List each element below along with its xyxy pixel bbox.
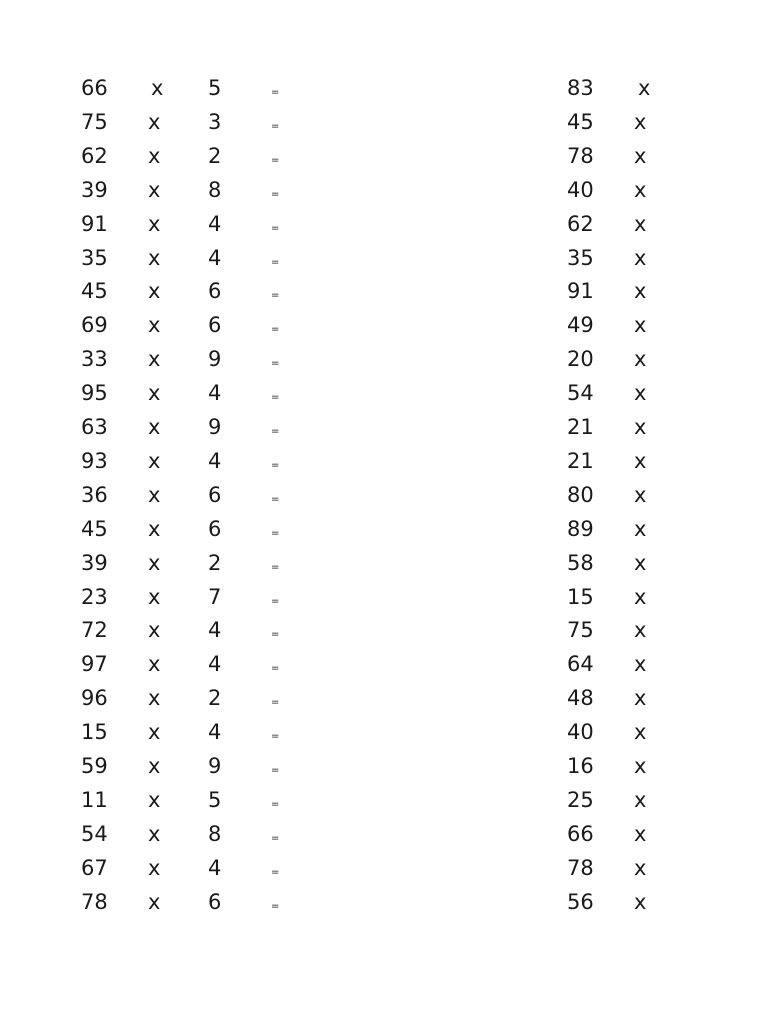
problem-row [0,613,768,647]
left-times-sign: x [148,889,161,914]
problem-row [0,851,768,885]
left-multiplier: 4 [208,720,222,745]
left-multiplier: 5 [208,787,222,812]
left-equals-sign: = [271,527,280,539]
right-multiplicand: 15 [567,584,594,609]
left-equals-sign: = [271,459,280,471]
left-multiplicand: 72 [81,618,108,643]
left-multiplier: 2 [208,143,222,168]
left-equals-sign: = [271,120,280,132]
left-equals-sign: = [271,832,280,844]
left-multiplicand: 36 [81,482,108,507]
right-multiplicand: 80 [567,482,594,507]
right-times-sign: x [634,211,647,236]
right-multiplicand: 91 [567,279,594,304]
left-multiplier: 4 [208,381,222,406]
left-times-sign: x [148,550,161,575]
left-times-sign: x [148,313,161,338]
left-multiplicand: 91 [81,211,108,236]
right-multiplicand: 75 [567,618,594,643]
left-multiplicand: 63 [81,415,108,439]
left-multiplier: 8 [208,177,222,202]
problem-row [0,71,768,105]
left-multiplicand: 15 [81,720,108,745]
right-times-sign: x [634,313,647,338]
right-multiplicand: 25 [567,787,594,812]
right-times-sign: x [634,855,647,880]
right-times-sign: x [634,109,647,134]
right-times-sign: x [634,143,647,168]
left-multiplier: 2 [208,550,222,575]
problem-row [0,173,768,207]
right-multiplicand: 89 [567,516,594,541]
left-multiplier: 6 [208,889,222,914]
left-multiplicand: 11 [81,787,108,812]
left-times-sign: x [148,143,161,168]
left-equals-sign: = [271,188,280,200]
left-equals-sign: = [271,595,280,607]
problem-row [0,274,768,308]
left-multiplier: 4 [208,652,222,677]
left-multiplicand: 96 [81,686,108,711]
problem-row [0,241,768,275]
left-times-sign: x [148,787,161,812]
left-equals-sign: = [271,900,280,912]
left-times-sign: x [148,686,161,711]
left-equals-sign: = [271,697,280,709]
left-multiplier: 6 [208,482,222,507]
left-times-sign: x [148,347,161,372]
left-times-sign: x [148,381,161,406]
left-multiplier: 9 [208,415,222,439]
problem-row [0,715,768,749]
left-multiplier: 3 [208,109,222,134]
left-times-sign: x [151,76,164,100]
right-times-sign: x [634,415,647,439]
left-times-sign: x [148,109,161,134]
left-multiplier: 8 [208,821,222,846]
left-equals-sign: = [271,87,280,98]
right-multiplicand: 83 [567,76,594,100]
right-multiplicand: 66 [567,821,594,846]
right-times-sign: x [634,516,647,541]
left-times-sign: x [148,855,161,880]
right-times-sign: x [634,177,647,202]
right-multiplicand: 40 [567,177,594,202]
left-equals-sign: = [271,493,280,505]
left-equals-sign: = [271,324,280,336]
left-equals-sign: = [271,222,280,234]
right-times-sign: x [634,482,647,507]
left-equals-sign: = [271,866,280,878]
problem-row [0,885,768,919]
left-multiplicand: 69 [81,313,108,338]
problem-row [0,444,768,478]
left-multiplicand: 59 [81,754,108,778]
problem-row [0,105,768,139]
right-multiplicand: 78 [567,855,594,880]
right-multiplicand: 35 [567,245,594,270]
right-times-sign: x [634,821,647,846]
left-times-sign: x [148,584,161,609]
right-multiplicand: 16 [567,754,594,778]
right-multiplicand: 40 [567,720,594,745]
left-times-sign: x [148,720,161,745]
right-multiplicand: 56 [567,889,594,914]
left-multiplier: 6 [208,313,222,338]
problem-row [0,783,768,817]
left-equals-sign: = [271,629,280,641]
left-multiplier: 9 [208,754,222,778]
left-equals-sign: = [271,290,280,302]
left-times-sign: x [148,482,161,507]
right-multiplicand: 78 [567,143,594,168]
right-times-sign: x [634,279,647,304]
right-times-sign: x [634,720,647,745]
right-times-sign: x [634,686,647,711]
left-multiplicand: 93 [81,448,108,473]
left-equals-sign: = [271,731,280,743]
left-multiplier: 4 [208,245,222,270]
left-times-sign: x [148,245,161,270]
left-multiplier: 4 [208,618,222,643]
right-multiplicand: 54 [567,381,594,406]
problem-row [0,139,768,173]
problem-row [0,681,768,715]
left-equals-sign: = [271,663,280,675]
left-equals-sign: = [271,154,280,166]
left-multiplicand: 45 [81,279,108,304]
problem-row [0,410,768,444]
left-multiplier: 2 [208,686,222,711]
right-multiplicand: 21 [567,448,594,473]
left-multiplier: 4 [208,855,222,880]
problem-row [0,817,768,851]
problem-row [0,749,768,783]
right-multiplicand: 64 [567,652,594,677]
problem-row [0,308,768,342]
right-times-sign: x [634,245,647,270]
left-multiplier: 6 [208,516,222,541]
left-equals-sign: = [271,765,280,776]
left-multiplicand: 67 [81,855,108,880]
right-multiplicand: 21 [567,415,594,439]
left-multiplicand: 33 [81,347,108,372]
right-multiplicand: 48 [567,686,594,711]
right-multiplicand: 58 [567,550,594,575]
right-multiplicand: 49 [567,313,594,338]
right-times-sign: x [634,652,647,677]
left-times-sign: x [148,652,161,677]
right-multiplicand: 45 [567,109,594,134]
left-multiplier: 5 [208,76,222,100]
left-multiplicand: 35 [81,245,108,270]
left-multiplicand: 97 [81,652,108,677]
left-equals-sign: = [271,561,280,573]
left-times-sign: x [148,177,161,202]
left-times-sign: x [148,415,161,439]
right-times-sign: x [634,448,647,473]
left-equals-sign: = [271,358,280,370]
right-times-sign: x [634,787,647,812]
left-multiplicand: 75 [81,109,108,134]
left-equals-sign: = [271,426,280,437]
left-multiplicand: 62 [81,143,108,168]
left-equals-sign: = [271,392,280,404]
right-times-sign: x [634,381,647,406]
left-equals-sign: = [271,798,280,810]
left-times-sign: x [148,618,161,643]
problem-row [0,342,768,376]
left-times-sign: x [148,448,161,473]
problem-row [0,512,768,546]
right-times-sign: x [638,76,651,100]
problem-row [0,546,768,580]
right-times-sign: x [634,754,647,778]
problem-row [0,207,768,241]
left-multiplicand: 39 [81,550,108,575]
left-times-sign: x [148,754,161,778]
left-multiplicand: 66 [81,76,108,100]
left-multiplicand: 54 [81,821,108,846]
left-equals-sign: = [271,256,280,268]
problem-row [0,647,768,681]
left-times-sign: x [148,279,161,304]
left-multiplicand: 78 [81,889,108,914]
problem-row [0,580,768,614]
right-multiplicand: 20 [567,347,594,372]
left-times-sign: x [148,211,161,236]
left-multiplier: 6 [208,279,222,304]
right-times-sign: x [634,889,647,914]
right-multiplicand: 62 [567,211,594,236]
left-multiplicand: 95 [81,381,108,406]
left-multiplier: 4 [208,211,222,236]
left-multiplier: 9 [208,347,222,372]
right-times-sign: x [634,618,647,643]
left-multiplier: 4 [208,448,222,473]
right-times-sign: x [634,584,647,609]
problem-row [0,478,768,512]
right-times-sign: x [634,550,647,575]
left-multiplicand: 45 [81,516,108,541]
left-multiplier: 7 [208,584,222,609]
problem-row [0,376,768,410]
left-times-sign: x [148,821,161,846]
right-times-sign: x [634,347,647,372]
left-multiplicand: 39 [81,177,108,202]
left-multiplicand: 23 [81,584,108,609]
left-times-sign: x [148,516,161,541]
